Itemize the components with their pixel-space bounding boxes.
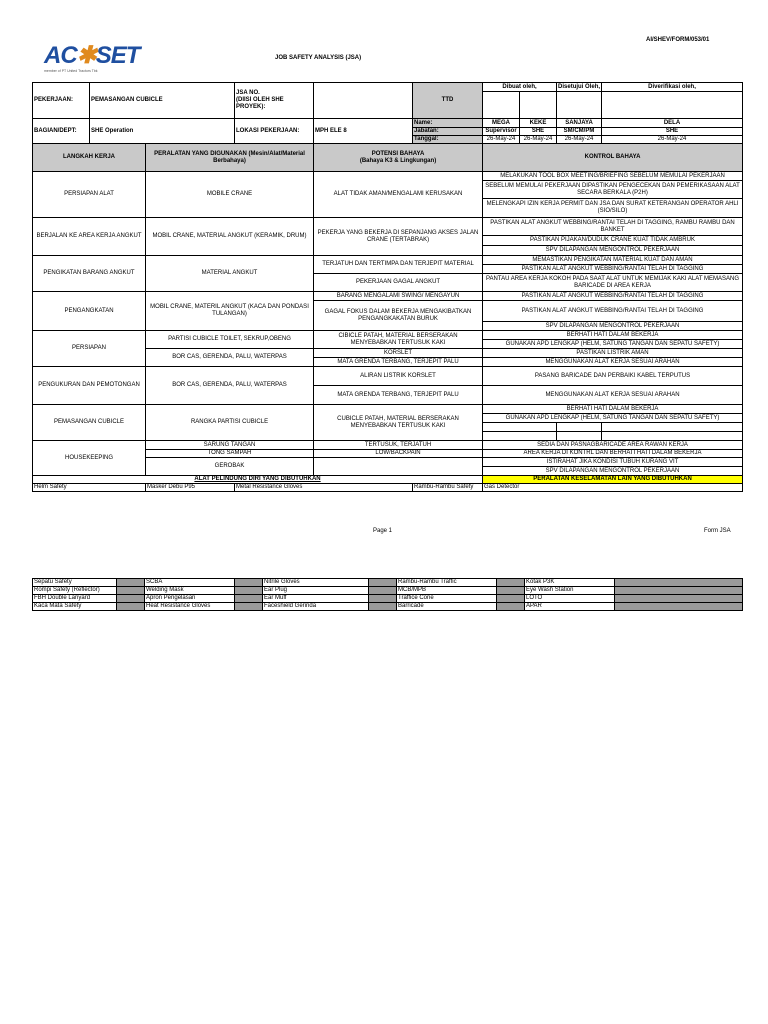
kontrol-bahaya: PASTIKAN ALAT ANGKUT WEBBING/RANTAI TELAH DI TAGGING bbox=[483, 301, 743, 322]
kontrol-bahaya: MENGGUNAKAN ALAT KERJA SESUAI ARAHAN bbox=[483, 358, 743, 367]
peralatan: MATERIAL ANGKUT bbox=[146, 256, 314, 292]
pekerjaan-label: PEKERJAAN: bbox=[33, 83, 90, 119]
col-peralatan: PERALATAN YANG DIGUNAKAN (Mesin/Alat/Material Berbahaya) bbox=[146, 144, 314, 172]
ppe-item: APAR bbox=[525, 603, 615, 611]
ppe-item: Gas Detector bbox=[483, 484, 743, 492]
ppe-checkbox[interactable] bbox=[117, 603, 145, 611]
ppe-checkbox[interactable] bbox=[615, 579, 743, 587]
ppe-item: Rambu-Rambu Safety bbox=[413, 484, 483, 492]
ppe-item: Traffice Cone bbox=[397, 595, 497, 603]
ppe-checkbox[interactable] bbox=[615, 603, 743, 611]
page-number: Page 1 bbox=[373, 528, 393, 534]
langkah-kerja: PERSIAPAN bbox=[33, 331, 146, 367]
lokasi-value: MPH ELE 8 bbox=[314, 119, 413, 144]
ppe-item: Heat Resistance Gloves bbox=[145, 603, 235, 611]
langkah-kerja: PEMASANGAN CUBICLE bbox=[33, 405, 146, 441]
peralatan: MOBILE CRANE bbox=[146, 172, 314, 218]
ppe-checkbox[interactable] bbox=[117, 587, 145, 595]
kontrol-bahaya: BERHATI HATI DALAM BEKERJA bbox=[483, 405, 743, 414]
ppe-item: Ear Plug bbox=[263, 587, 369, 595]
kontrol-bahaya: PASTIKAN PIJAKAN/DUDUK CRANE KUAT TIDAK AMBRUK bbox=[483, 236, 743, 246]
empty-cell bbox=[483, 423, 557, 432]
signer-name: MEGA bbox=[483, 119, 520, 128]
empty-cell bbox=[557, 423, 602, 432]
kontrol-bahaya: MELAKUKAN TOOL BOX MEETING/BRIEFING SEBELUM MEMULAI PEKERJAAN bbox=[483, 172, 743, 181]
ppe-item: FBH Double Lanyard bbox=[33, 595, 117, 603]
ppe-item: Welding Mask bbox=[145, 587, 235, 595]
kontrol-bahaya: GUNAKAN APD LENGKAP (HELM, SATUNG TANGAN DAN SEPATU SAFETY) bbox=[483, 414, 743, 423]
lokasi-label: LOKASI PEKERJAAN: bbox=[235, 119, 314, 144]
empty-cell bbox=[557, 432, 602, 441]
potensi-bahaya: CIBICLE PATAH, MATERIAL BERSERAKAN MENYEBABKAN TERTUSUK KAKI bbox=[314, 331, 483, 349]
langkah-kerja: PENGUKURAN DAN PEMOTONGAN bbox=[33, 367, 146, 405]
col-langkah: LANGKAH KERJA bbox=[33, 144, 146, 172]
kontrol-bahaya: BERHATI HATI DALAM BEKERJA bbox=[483, 331, 743, 340]
ppe-checkbox[interactable] bbox=[117, 595, 145, 603]
signer-tanggal: 26-May-24 bbox=[557, 136, 602, 144]
ppe-checkbox[interactable] bbox=[369, 595, 397, 603]
langkah-kerja: HOUSEKEEPING bbox=[33, 441, 146, 476]
ppe-item: Apron Pengelasan bbox=[145, 595, 235, 603]
potensi-bahaya: BARANG MENGALAMI SWING/ MENGAYUN bbox=[314, 292, 483, 301]
col-potensi: POTENSI BAHAYA (Bahaya K3 & Lingkungan) bbox=[314, 144, 483, 172]
signer-jabatan: SHE bbox=[520, 128, 557, 136]
langkah-kerja: PERSIAPAN ALAT bbox=[33, 172, 146, 218]
potensi-bahaya: GAGAL FOKUS DALAM BEKERJA MENGAKIBATKAN PENGANGKAKATAN BURUK bbox=[314, 301, 483, 331]
empty-cell bbox=[314, 458, 483, 476]
empty-cell bbox=[602, 432, 743, 441]
ppe-checkbox[interactable] bbox=[235, 579, 263, 587]
dibuat-label: Dibuat oleh, bbox=[483, 83, 557, 92]
peralatan: PARTISI CUBICLE TOILET, SEKRUP,OBENG bbox=[146, 331, 314, 349]
kontrol-bahaya: SEBELUM MEMULAI PEKERJAAN DIPASTIKAN PENGECEKAN DAN PEMERIKASAAN ALAT SECARA BERKALA (P2H) bbox=[483, 181, 743, 199]
diverifikasi-label: Diverifikasi oleh, bbox=[602, 83, 743, 92]
jsa-grid bbox=[32, 82, 743, 492]
ppe-checkbox[interactable] bbox=[497, 603, 525, 611]
potensi-bahaya: LOW/BACKPAIN bbox=[314, 450, 483, 458]
ppe-checkbox[interactable] bbox=[369, 579, 397, 587]
potensi-bahaya: TERJATUH DAN TERTIMPA DAN TERJEPIT MATERIAL bbox=[314, 256, 483, 274]
ppe-checkbox[interactable] bbox=[615, 587, 743, 595]
ppe-item: SCBA bbox=[145, 579, 235, 587]
kontrol-bahaya: SPV DILAPANGAN MENGONTROL PEKERJAAN bbox=[483, 467, 743, 476]
ppe-checkbox[interactable] bbox=[615, 595, 743, 603]
ppe-item: Sepatu Safety bbox=[33, 579, 117, 587]
kontrol-bahaya: SPV DILAPANGAN MENGONTROL PEKERJAAN bbox=[483, 322, 743, 331]
potensi-bahaya: KORSLET bbox=[314, 349, 483, 358]
peralatan: MOBIL CRANE, MATERIAL ANGKUT (KERAMIK, DRUM) bbox=[146, 218, 314, 256]
kontrol-bahaya: PASTIKAN ALAT ANGKUT WEBBING/RANTAI TELAH DI TAGGING, RAMBU RAMBU DAN BANKET bbox=[483, 218, 743, 236]
document-code: AI/SHEV/FORM/053/01 bbox=[646, 37, 710, 43]
kontrol-bahaya: MELENGKAPI IZIN KERJA PERMIT DAN JSA DAN SURAT KETERANGAN OPERATOR AHLI (SIO/SILO) bbox=[483, 199, 743, 218]
ppe-item: Kaca Mata Safety bbox=[33, 603, 117, 611]
document-title: JOB SAFETY ANALYSIS (JSA) bbox=[275, 55, 362, 61]
signer-name: SANJAYA bbox=[557, 119, 602, 128]
kontrol-bahaya: GUNAKAN APD LENGKAP (HELM, SATUNG TANGAN DAN SEPATU SAFETY) bbox=[483, 340, 743, 349]
form-label: Form JSA bbox=[704, 528, 731, 534]
ppe-checkbox[interactable] bbox=[235, 603, 263, 611]
ppe-item: Metal Resistance Gloves bbox=[235, 484, 413, 492]
ppe-checkbox[interactable] bbox=[497, 587, 525, 595]
ppe-item: Kotak P3K bbox=[525, 579, 615, 587]
langkah-kerja: BERJALAN KE AREA KERJA ANGKUT bbox=[33, 218, 146, 256]
signer-jabatan: SM/CM/PM bbox=[557, 128, 602, 136]
potensi-bahaya: MATA GRENDA TERBANG, TERJEPIT PALU bbox=[314, 358, 483, 367]
potensi-bahaya: TERTUSUK, TERJATUH bbox=[314, 441, 483, 450]
ppe-item: Masker Debu P95 bbox=[146, 484, 235, 492]
kontrol-bahaya: PASTIKAN LISTRIK AMAN bbox=[483, 349, 743, 358]
kontrol-bahaya: MENGGUNAKAN ALAT KERJA SESUAI ARAHAN bbox=[483, 386, 743, 405]
kontrol-bahaya: PASTIKAN ALAT ANGKUT WEBBING/RANTAI TELAH DI TAGGING bbox=[483, 292, 743, 301]
kontrol-bahaya: PASANG BARICADE DAN PERBAIKI KABEL TERPUTUS bbox=[483, 367, 743, 386]
bagian-label: BAGIAN/DEPT: bbox=[33, 119, 90, 144]
langkah-kerja: PENGANGKATAN bbox=[33, 292, 146, 331]
potensi-bahaya: CUBICLE PATAH, MATERIAL BERSERAKAN MENYEBABKAN TERTUSUK KAKI bbox=[314, 405, 483, 441]
ppe-item: LOTO bbox=[525, 595, 615, 603]
jabatan-label: Jabatan: bbox=[413, 128, 483, 136]
ppe-item: Barricade bbox=[397, 603, 497, 611]
signer-jabatan: SHE bbox=[602, 128, 743, 136]
ppe-checkbox[interactable] bbox=[235, 595, 263, 603]
ppe-table bbox=[32, 578, 743, 611]
peralatan: GEROBAK bbox=[146, 458, 314, 476]
potensi-bahaya: ALAT TIDAK AMAN/MENGALAMI KERUSAKAN bbox=[314, 172, 483, 218]
peralatan: SARUNG TANGAN bbox=[146, 441, 314, 450]
signature-box bbox=[602, 92, 743, 119]
peralatan: MOBIL CRANE, MATERIL ANGKUT (KACA DAN PONDASI TULANGAN) bbox=[146, 292, 314, 331]
signer-jabatan: Supervisor bbox=[483, 128, 520, 136]
signature-box bbox=[557, 92, 602, 119]
kontrol-bahaya: ISTIRAHAT JIKA KONDISI TUBUH KURANG VIT bbox=[483, 458, 743, 467]
ppe-item: Rambu-Rambu Traffic bbox=[397, 579, 497, 587]
potensi-bahaya: MATA GRENDA TERBANG, TERJEPIT PALU bbox=[314, 386, 483, 405]
peralatan: RANGKA PARTISI CUBICLE bbox=[146, 405, 314, 441]
disetujui-label: Disetujui Oleh, bbox=[558, 83, 601, 90]
signer-name: DELA bbox=[602, 119, 743, 128]
langkah-kerja: PENGIKATAN BARANG ANGKUT bbox=[33, 256, 146, 292]
empty-cell bbox=[602, 423, 743, 432]
col-kontrol: KONTROL BAHAYA bbox=[483, 144, 743, 172]
name-label: Name: bbox=[413, 119, 483, 128]
ppe-item: Nitrile Gloves bbox=[263, 579, 369, 587]
potensi-bahaya: PEKERJAAN GAGAL ANGKUT bbox=[314, 274, 483, 292]
ppe-item: Eye Wash Station bbox=[525, 587, 615, 595]
ppe-checkbox[interactable] bbox=[369, 603, 397, 611]
ppe-item: Ear Muff bbox=[263, 595, 369, 603]
ppe-checkbox[interactable] bbox=[369, 587, 397, 595]
ppe-item: Rompi Safety (Reflector) bbox=[33, 587, 117, 595]
signature-box bbox=[520, 92, 557, 119]
signer-tanggal: 26-May-24 bbox=[483, 136, 520, 144]
kontrol-bahaya: PANTAU AREA KERJA KOKOH PADA SAAT ALAT UNTUK MEMIJAK KAKI ALAT MEMASANG BARICADE DI AREA KERJA bbox=[483, 274, 743, 292]
apd-header: ALAT PELINDUNG DIRI YANG DIBUTUHKAN bbox=[33, 476, 483, 484]
potensi-bahaya: PEKERJA YANG BEKERJA DI SEPANJANG AKSES JALAN CRANE (TERTABRAK) bbox=[314, 218, 483, 256]
ppe-checkbox[interactable] bbox=[497, 595, 525, 603]
jsa-no-label: JSA NO. (DIISI OLEH SHE PROYEK): bbox=[235, 83, 314, 119]
empty-cell bbox=[483, 432, 557, 441]
kontrol-bahaya: PASTIKAN ALAT ANGKUT WEBBING/RANTAI TELAH DI TAGGING bbox=[483, 265, 743, 274]
signer-tanggal: 26-May-24 bbox=[520, 136, 557, 144]
peralatan: BOR CAS, GERENDA, PALU, WATERPAS bbox=[146, 367, 314, 405]
peralatan: BOR CAS, GERENDA, PALU, WATERPAS bbox=[146, 349, 314, 367]
ppe-checkbox[interactable] bbox=[235, 587, 263, 595]
signer-name: KEKE bbox=[520, 119, 557, 128]
bagian-value: SHE Operation bbox=[90, 119, 235, 144]
ppe-item: Helm Safety bbox=[33, 484, 146, 492]
kontrol-bahaya: MEMASTIKAN PENGIKATAN MATERIAL KUAT DAN AMAN bbox=[483, 256, 743, 265]
ppe-item: MCB/MPB bbox=[397, 587, 497, 595]
kontrol-bahaya: SPV DILAPANGAN MENGONTROL PEKERJAAN bbox=[483, 246, 743, 256]
signature-box bbox=[483, 92, 520, 119]
peralatan: TONG SAMPAH bbox=[146, 450, 314, 458]
jsa-no-value bbox=[314, 83, 413, 119]
tanggal-label: Tanggal: bbox=[413, 136, 483, 144]
ppe-checkbox[interactable] bbox=[497, 579, 525, 587]
ttd-label: TTD bbox=[413, 83, 483, 119]
peralatan-lain-header: PERALATAN KESELAMATAN LAIN YANG DIBUTUHKAN bbox=[483, 476, 743, 484]
company-logo bbox=[44, 44, 140, 80]
potensi-bahaya: ALIRAN LISTRIK KORSLET bbox=[314, 367, 483, 386]
kontrol-bahaya: AREA KERJA DI KONTRL DAN BERHATI HATI DALAM BEKERJA bbox=[483, 450, 743, 458]
kontrol-bahaya: SEDIA DAN PASNAGBARICADE AREA RAWAN KERJA bbox=[483, 441, 743, 450]
pekerjaan-value: PEMASANGAN CUBICLE bbox=[90, 83, 235, 119]
logo-wordmark: AC✱SET bbox=[44, 42, 140, 69]
ppe-item: Faceshield Gerinda bbox=[263, 603, 369, 611]
ppe-checkbox[interactable] bbox=[117, 579, 145, 587]
signer-tanggal: 26-May-24 bbox=[602, 136, 743, 144]
logo-tagline: member of PT United Tractors Tbk bbox=[44, 69, 98, 73]
jsa-sheet bbox=[32, 82, 742, 520]
